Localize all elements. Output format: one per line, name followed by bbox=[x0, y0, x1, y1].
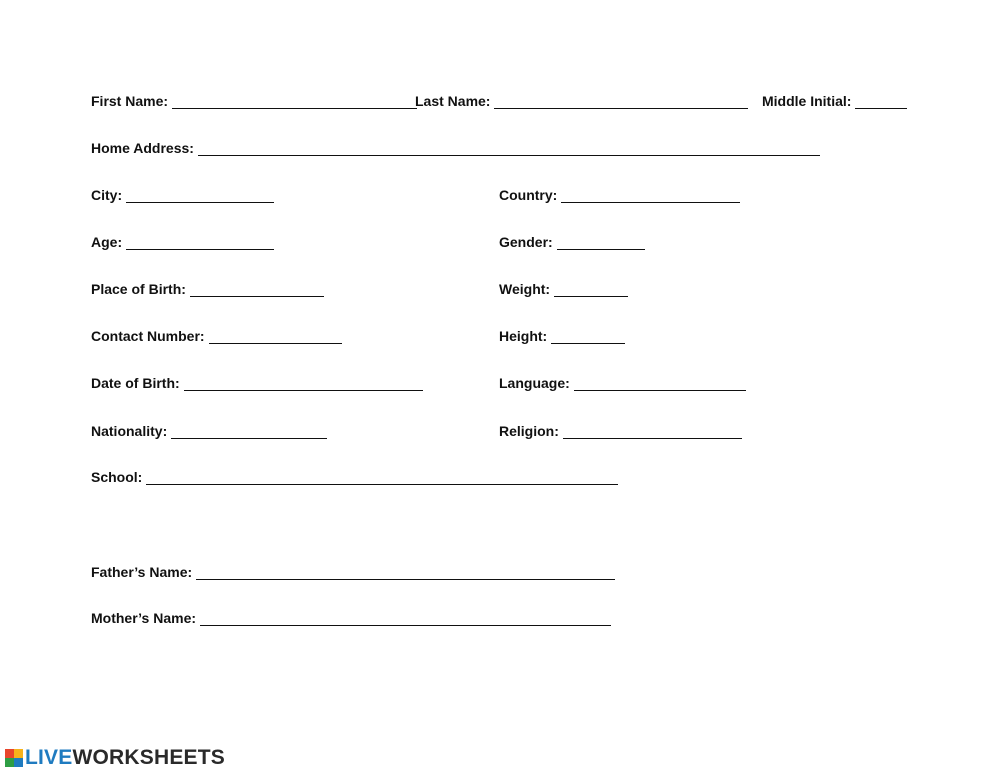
place-of-birth-input[interactable] bbox=[190, 282, 324, 297]
weight-label: Weight: bbox=[499, 281, 551, 297]
religion-label: Religion: bbox=[499, 423, 559, 439]
middle-initial-field[interactable] bbox=[762, 91, 907, 109]
age-label: Age: bbox=[91, 234, 123, 250]
height-label: Height: bbox=[499, 328, 548, 344]
fathers-name-field[interactable] bbox=[91, 562, 615, 580]
place-of-birth-field[interactable] bbox=[91, 279, 324, 297]
weight-input[interactable] bbox=[554, 282, 628, 297]
place-of-birth-label: Place of Birth: bbox=[91, 281, 186, 297]
nationality-field[interactable] bbox=[91, 421, 327, 439]
religion-input[interactable] bbox=[563, 424, 742, 439]
school-label: School: bbox=[91, 469, 143, 485]
nationality-label: Nationality: bbox=[91, 423, 168, 439]
last-name-input[interactable] bbox=[494, 94, 748, 109]
middle-initial-input[interactable] bbox=[855, 94, 907, 109]
date-of-birth-field[interactable] bbox=[91, 373, 423, 391]
home-address-field[interactable] bbox=[91, 138, 820, 156]
language-label: Language: bbox=[499, 375, 570, 391]
weight-field[interactable] bbox=[499, 279, 628, 297]
last-name-field[interactable] bbox=[415, 91, 748, 109]
first-name-field[interactable] bbox=[91, 91, 417, 109]
logo-text: LIVEWORKSHEETS bbox=[25, 746, 225, 769]
mothers-name-label: Mother’s Name: bbox=[91, 610, 197, 626]
city-label: City: bbox=[91, 187, 123, 203]
contact-number-input[interactable] bbox=[209, 329, 342, 344]
language-field[interactable] bbox=[499, 373, 746, 391]
language-input[interactable] bbox=[574, 376, 746, 391]
school-field[interactable] bbox=[91, 467, 618, 485]
home-address-input[interactable] bbox=[198, 141, 820, 156]
gender-label: Gender: bbox=[499, 234, 553, 250]
country-field[interactable] bbox=[499, 185, 740, 203]
mothers-name-field[interactable] bbox=[91, 608, 611, 626]
last-name-label: Last Name: bbox=[415, 93, 491, 109]
nationality-input[interactable] bbox=[171, 424, 327, 439]
liveworksheets-logo bbox=[5, 746, 225, 770]
first-name-input[interactable] bbox=[172, 94, 417, 109]
height-input[interactable] bbox=[551, 329, 625, 344]
contact-number-field[interactable] bbox=[91, 326, 342, 344]
fathers-name-input[interactable] bbox=[196, 565, 615, 580]
school-input[interactable] bbox=[146, 470, 618, 485]
logo-squares-icon bbox=[5, 749, 23, 767]
contact-number-label: Contact Number: bbox=[91, 328, 205, 344]
fathers-name-label: Father’s Name: bbox=[91, 564, 193, 580]
city-input[interactable] bbox=[126, 188, 274, 203]
age-field[interactable] bbox=[91, 232, 274, 250]
country-input[interactable] bbox=[561, 188, 740, 203]
mothers-name-input[interactable] bbox=[200, 611, 611, 626]
date-of-birth-label: Date of Birth: bbox=[91, 375, 180, 391]
middle-initial-label: Middle Initial: bbox=[762, 93, 852, 109]
city-field[interactable] bbox=[91, 185, 274, 203]
country-label: Country: bbox=[499, 187, 558, 203]
gender-input[interactable] bbox=[557, 235, 645, 250]
age-input[interactable] bbox=[126, 235, 274, 250]
gender-field[interactable] bbox=[499, 232, 645, 250]
home-address-label: Home Address: bbox=[91, 140, 194, 156]
religion-field[interactable] bbox=[499, 421, 742, 439]
height-field[interactable] bbox=[499, 326, 625, 344]
first-name-label: First Name: bbox=[91, 93, 169, 109]
date-of-birth-input[interactable] bbox=[184, 376, 423, 391]
